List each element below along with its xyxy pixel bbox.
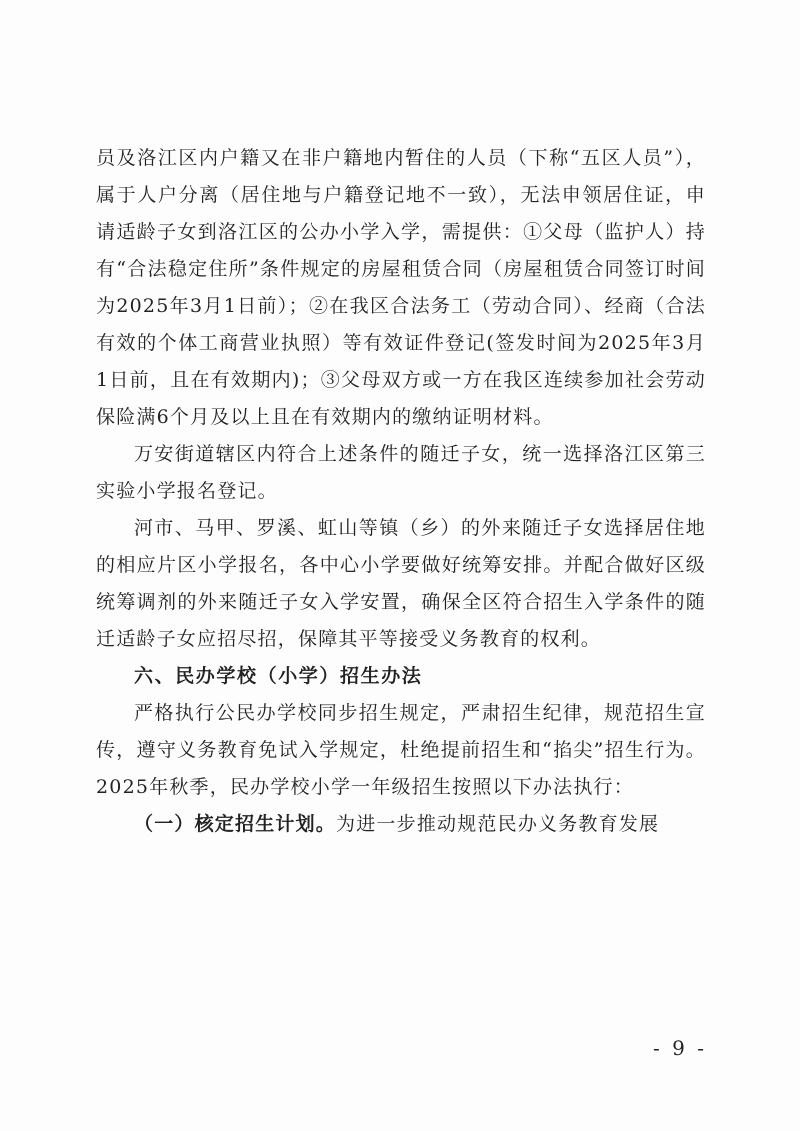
paragraph-wanan-street: 万安街道辖区内符合上述条件的随迁子女，统一选择洛江区第三实验小学报名登记。 [96, 443, 706, 502]
body-text [96, 140, 706, 843]
paragraph-enrollment-rules: 严格执行公民办学校同步招生规定，严肃招生纪律，规范招生宣传，遵守义务教育免试入学规定，杜绝提前招生和“掐尖”招生行为。2025年秋季，民办学校小学一年级招生按照以下办法执行： [96, 702, 706, 798]
paragraph-residence-requirements: 员及洛江区内户籍又在非户籍地内暂住的人员（下称“五区人员”），属于人户分离（居住地与户籍登记地不一致），无法申领居住证，申请适龄子女到洛江区的公办小学入学，需提供：①父母（监护人）持有“合法稳定住所”条件规定的房屋租赁合同（房屋租赁合同签订时间为2025年3月1日前）；②在我区合法务工（劳动合同）、经商（合法有效的个体工商营业执照）等有效证件登记(签发时间为2025年3月1日前，且在有效期内)；③父母双方或一方在我区连续参加社会劳动保险满6个月及以上且在有效期内的缴纳证明材料。 [96, 147, 706, 428]
paragraph-enrollment-plan [96, 806, 706, 843]
section-heading-private-schools: 六、民办学校（小学）招生办法 [134, 665, 423, 687]
subsection-text: 为进一步推动规范民办义务教育发展 [336, 813, 660, 835]
paragraph-town-enrollment: 河市、马甲、罗溪、虹山等镇（乡）的外来随迁子女选择居住地的相应片区小学报名，各中心小学要做好统筹安排。并配合做好区级统筹调剂的外来随迁子女入学安置，确保全区符合招生入学条件的随迁适龄子女应招尽招，保障其平等接受义务教育的权利。 [96, 517, 706, 650]
page-number: - 9 - [653, 1036, 707, 1060]
subsection-lead: （一）核定招生计划。 [134, 813, 337, 835]
